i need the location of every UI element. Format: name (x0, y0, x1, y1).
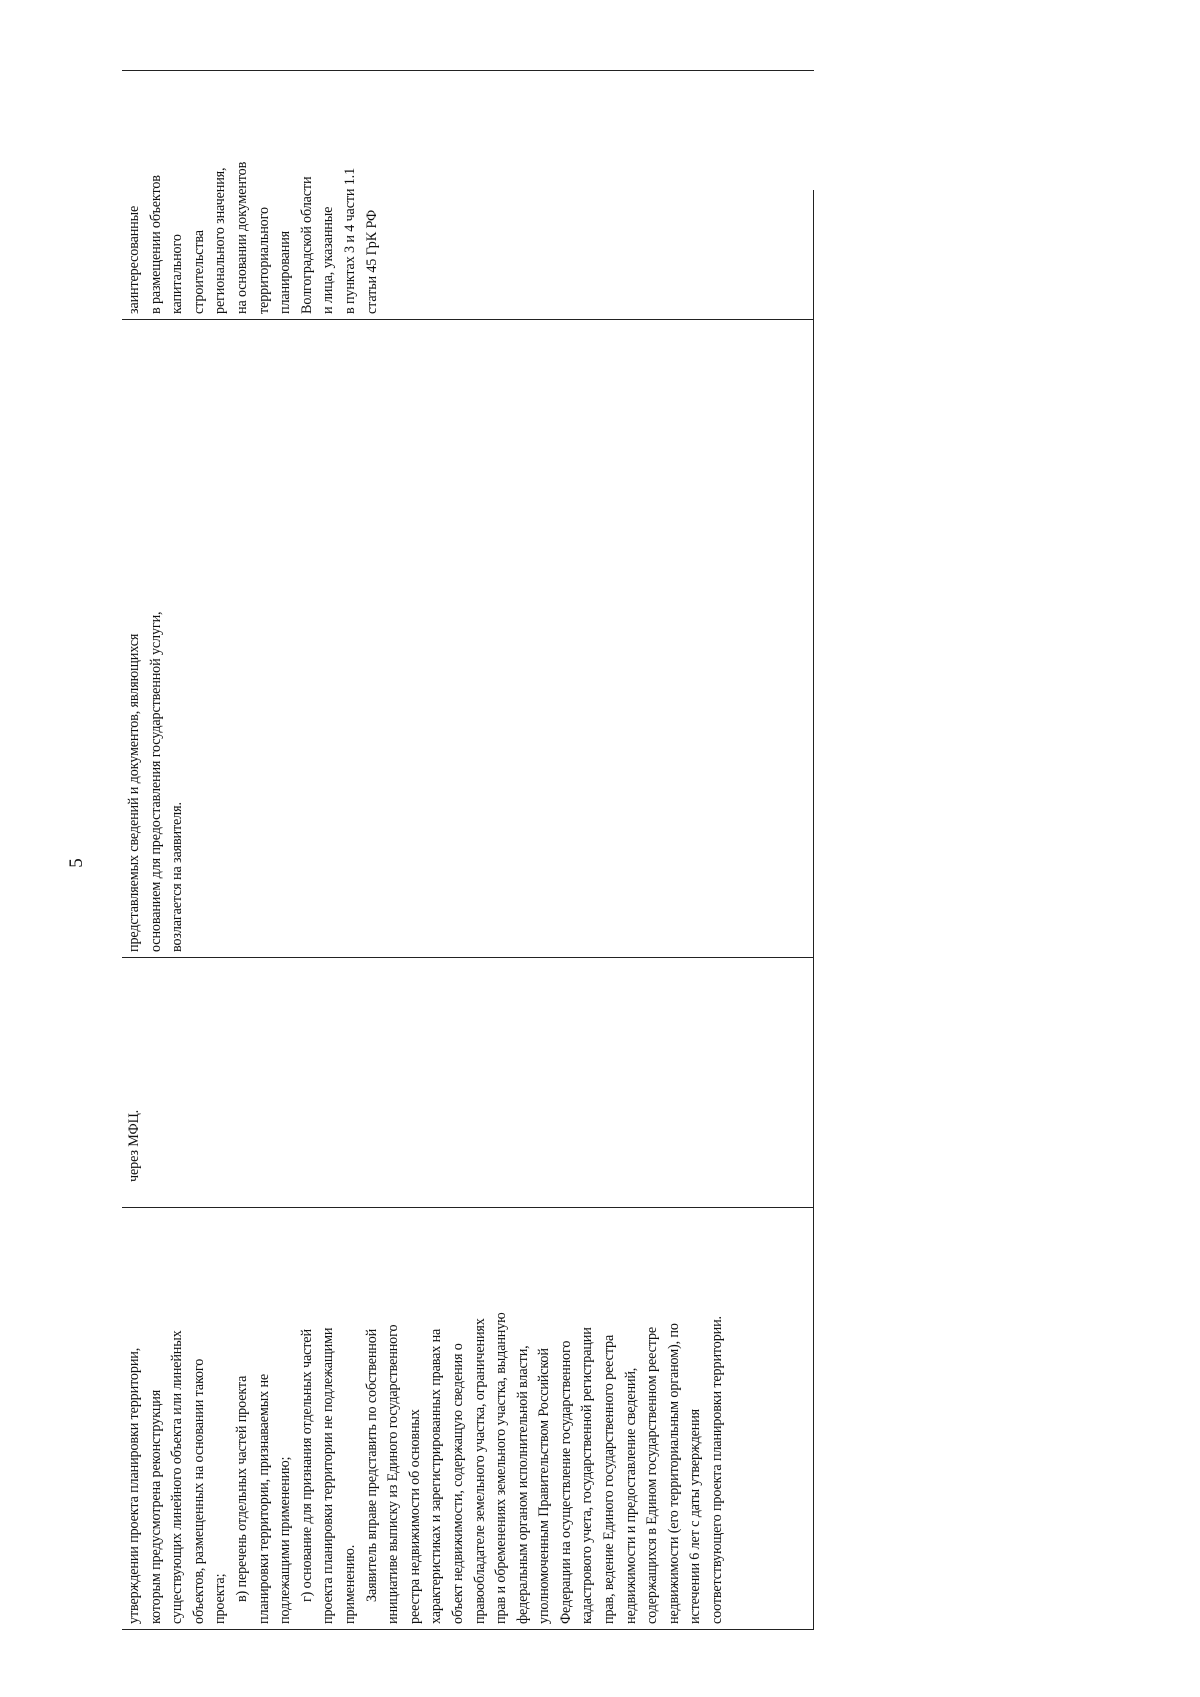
cell-description (124, 1208, 729, 1630)
cell-line: регионального значения, (212, 167, 229, 314)
cell-method (124, 958, 146, 1208)
cell-line: содержащихся в Едином государственном реестре (644, 1326, 661, 1624)
cell-line: истечении 6 лет с даты утверждения (687, 1408, 704, 1624)
cell-line: через МФЦ. (126, 1109, 142, 1182)
cell-line: недвижимости и предоставление сведений, (622, 1367, 639, 1624)
table-border-bottom (813, 190, 814, 1630)
cell-line: недвижимости (его территориальным органом), по (665, 1323, 682, 1624)
cell-line: капитального (169, 234, 186, 314)
cell-line: территориального (255, 207, 272, 314)
rotated-table (122, 70, 814, 1630)
cell-line: г) основание для признания отдельных частей (298, 1329, 315, 1602)
cell-line: основанием для предоставления государственной услуги, (147, 611, 164, 952)
cell-line: в размещении объектов (147, 175, 164, 314)
cell-line: Заявитель вправе представить по собственной (363, 1328, 380, 1602)
cell-line: объект недвижимости, содержащую сведения о (449, 1343, 466, 1624)
cell-line: применению. (341, 1544, 358, 1624)
cell-line: строительства (190, 230, 207, 314)
cell-line: заинтересованные (126, 205, 142, 314)
cell-line: в пунктах 3 и 4 части 1.1 (341, 167, 358, 314)
cell-line: подлежащими применению; (277, 1456, 294, 1624)
cell-line: статьи 45 ГрК РФ (363, 209, 380, 314)
cell-line: возлагается на заявителя. (169, 802, 186, 952)
cell-line: соответствующего проекта планировки территории. (709, 1316, 726, 1624)
cell-line: представляемых сведений и документов, являющихся (126, 633, 142, 952)
cell-line: уполномоченным Правительством Российской (536, 1348, 553, 1624)
cell-line: прав и обременениях земельного участка, выданную (493, 1312, 510, 1624)
cell-line: в) перечень отдельных частей проекта (233, 1375, 250, 1602)
cell-line: утверждении проекта планировки территории, (126, 1347, 142, 1624)
cell-line: реестра недвижимости об основных (406, 1409, 423, 1624)
cell-line: кадастрового учета, государственной регистрации (579, 1327, 596, 1624)
cell-applicants (124, 71, 383, 320)
page-number: 5 (66, 858, 87, 868)
cell-line: Федерации на осуществление государственного (557, 1340, 574, 1624)
cell-line: федеральным органом исполнительной власти, (514, 1345, 531, 1624)
cell-line: и лица, указанные (320, 206, 337, 314)
column-divider-2 (122, 957, 814, 958)
cell-line: которым предусмотрена реконструкция (147, 1389, 164, 1624)
cell-line: на основании документов (233, 161, 250, 314)
cell-line: Волгоградской области (298, 176, 315, 314)
cell-line: проекта планировки территории не подлежащими (320, 1327, 337, 1624)
cell-line: характеристиках и зарегистрированных правах на (428, 1328, 445, 1624)
cell-responsibility (124, 320, 189, 958)
cell-line: существующих линейного объекта или линейных (169, 1330, 186, 1624)
cell-line: правообладателе земельного участка, ограничениях (471, 1318, 488, 1624)
cell-line: планировки территории, признаваемых не (255, 1373, 272, 1624)
cell-line: проекта; (212, 1573, 229, 1624)
cell-line: планирования (277, 230, 294, 314)
cell-line: прав, ведение Единого государственного реестра (601, 1334, 618, 1624)
cell-line: объектов, размещенных на основании такого (190, 1358, 207, 1624)
cell-line: инициативе выписку из Единого государственного (385, 1324, 402, 1624)
